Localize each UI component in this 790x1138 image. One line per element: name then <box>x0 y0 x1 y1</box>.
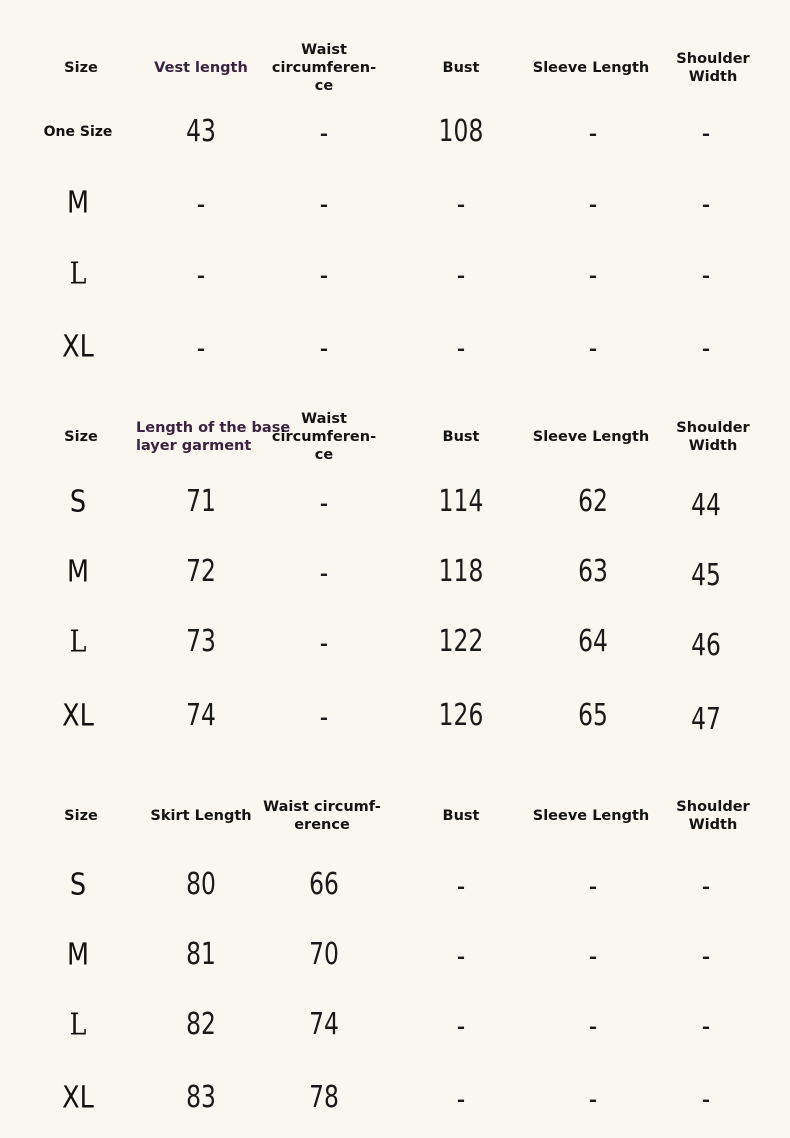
cell-shoulder-width: - <box>701 939 711 974</box>
cell-length: 80 <box>186 867 216 902</box>
cell-length: 81 <box>186 937 216 972</box>
cell-waist: - <box>319 258 329 293</box>
size-label: S <box>69 484 87 520</box>
cell-shoulder-width: - <box>701 331 711 366</box>
size-label: L <box>69 256 87 292</box>
cell-waist: - <box>319 486 329 521</box>
cell-waist: - <box>319 187 329 222</box>
cell-waist: 78 <box>309 1080 339 1115</box>
size-label: M <box>66 185 90 221</box>
cell-length: 43 <box>186 114 216 149</box>
cell-length: 82 <box>186 1007 216 1042</box>
cell-sleeve-length: - <box>588 869 598 904</box>
cell-shoulder-width: 45 <box>691 558 721 593</box>
cell-length: 83 <box>186 1080 216 1115</box>
cell-sleeve-length: 62 <box>578 484 608 519</box>
cell-length: - <box>196 187 206 222</box>
cell-waist: 70 <box>309 937 339 972</box>
header-size: Size <box>64 429 98 445</box>
cell-length: 73 <box>186 624 216 659</box>
cell-shoulder-width: - <box>701 1082 711 1117</box>
cell-bust: - <box>456 869 466 904</box>
cell-sleeve-length: 65 <box>578 698 608 733</box>
size-label: XL <box>62 329 94 365</box>
cell-waist: 66 <box>309 867 339 902</box>
cell-shoulder-width: - <box>701 116 711 151</box>
cell-shoulder-width: - <box>701 187 711 222</box>
cell-shoulder-width: - <box>701 1009 711 1044</box>
cell-sleeve-length: - <box>588 116 598 151</box>
header-shoulder-width: Shoulder Width <box>676 799 750 833</box>
size-label: S <box>69 867 87 903</box>
cell-shoulder-width: - <box>701 869 711 904</box>
size-label: L <box>69 1007 87 1043</box>
header-size: Size <box>64 808 98 824</box>
cell-waist: - <box>319 331 329 366</box>
header-sleeve-length: Sleeve Length <box>532 429 650 445</box>
cell-sleeve-length: - <box>588 187 598 222</box>
cell-waist: - <box>319 556 329 591</box>
cell-shoulder-width: 46 <box>691 628 721 663</box>
header-length: Skirt Length <box>150 808 252 824</box>
header-waist: Waist circumferen- ce <box>271 42 377 94</box>
cell-waist: - <box>319 116 329 151</box>
header-sleeve-length: Sleeve Length <box>532 60 650 76</box>
cell-waist: - <box>319 626 329 661</box>
header-bust: Bust <box>442 429 480 445</box>
cell-shoulder-width: 47 <box>691 702 721 737</box>
size-label: XL <box>62 698 94 734</box>
cell-length: 71 <box>186 484 216 519</box>
cell-bust: 122 <box>438 624 484 659</box>
cell-shoulder-width: 44 <box>691 488 721 523</box>
cell-sleeve-length: 64 <box>578 624 608 659</box>
cell-sleeve-length: - <box>588 1082 598 1117</box>
cell-length: - <box>196 258 206 293</box>
cell-bust: 118 <box>438 554 484 589</box>
cell-bust: - <box>456 939 466 974</box>
cell-bust: - <box>456 258 466 293</box>
size-label: L <box>69 624 87 660</box>
header-waist: Waist circumferen- ce <box>271 411 377 463</box>
cell-bust: - <box>456 331 466 366</box>
cell-length: 72 <box>186 554 216 589</box>
header-waist: Waist circumf- erence <box>263 799 381 833</box>
cell-waist: 74 <box>309 1007 339 1042</box>
header-length: Length of the base layer garment <box>136 420 291 454</box>
header-bust: Bust <box>442 808 480 824</box>
cell-bust: 108 <box>438 114 484 149</box>
cell-sleeve-length: - <box>588 1009 598 1044</box>
cell-shoulder-width: - <box>701 258 711 293</box>
header-length: Vest length <box>154 60 248 76</box>
cell-sleeve-length: - <box>588 258 598 293</box>
header-bust: Bust <box>442 60 480 76</box>
cell-length: 74 <box>186 698 216 733</box>
cell-bust: - <box>456 1082 466 1117</box>
header-shoulder-width: Shoulder Width <box>676 51 750 85</box>
size-label: M <box>66 554 90 590</box>
cell-sleeve-length: - <box>588 331 598 366</box>
cell-bust: - <box>456 187 466 222</box>
cell-waist: - <box>319 700 329 735</box>
size-label: M <box>66 937 90 973</box>
cell-sleeve-length: 63 <box>578 554 608 589</box>
size-label: XL <box>62 1080 94 1116</box>
header-sleeve-length: Sleeve Length <box>532 808 650 824</box>
cell-bust: - <box>456 1009 466 1044</box>
header-size: Size <box>64 60 98 76</box>
header-shoulder-width: Shoulder Width <box>676 420 750 454</box>
cell-sleeve-length: - <box>588 939 598 974</box>
cell-length: - <box>196 331 206 366</box>
size-label: One Size <box>43 124 113 140</box>
cell-bust: 114 <box>438 484 484 519</box>
cell-bust: 126 <box>438 698 484 733</box>
